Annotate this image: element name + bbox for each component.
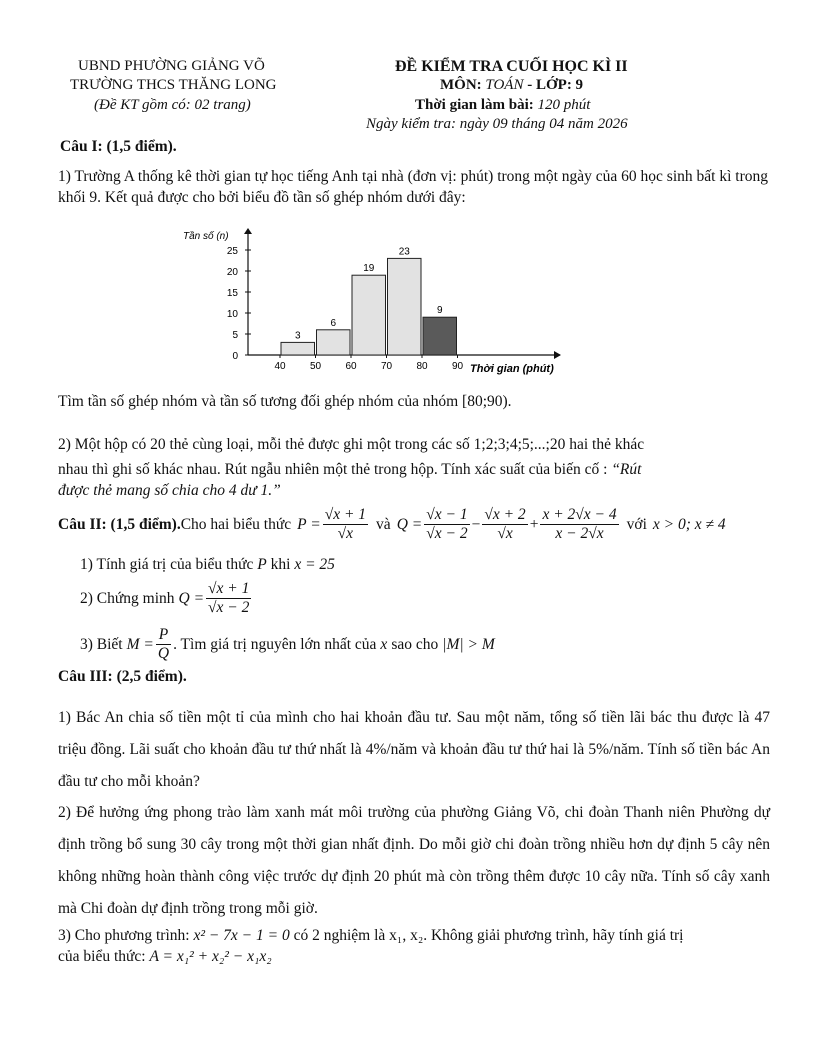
y-tick-label: 25 [226, 246, 238, 257]
q3-part1: 1) Bác An chia số tiền một tỉ của mình cho hai khoản đầu tư. Sau một năm, tổng số tiền lãi bác thu được là 47 triệu đồng. Lãi suất cho khoản đầu tư thứ nhất là 4%/năm và khoản đầu tư thứ hai là 5%/năm. Tính số tiền bác An đầu tư cho mỗi khoản? [58, 709, 770, 790]
q2-item1-when: khi [266, 556, 295, 573]
q2-item3-text3: sao cho [391, 635, 439, 653]
bar-value-label: 9 [436, 305, 443, 317]
y-tick-label: 0 [232, 351, 238, 362]
y-tick-label: 5 [232, 330, 238, 341]
q3-part3-line1 [58, 927, 684, 945]
histogram-bar [281, 342, 315, 355]
exam-title: ĐỀ KIỂM TRA CUỐI HỌC KÌ II [395, 58, 628, 75]
q-term3-den: x − 2√x [555, 525, 604, 542]
q2-item3 [80, 626, 495, 663]
page-count-note: (Đề KT gồm có: 02 trang) [94, 97, 251, 113]
q2-item1-p: P [257, 556, 267, 573]
y-tick-label: 10 [226, 309, 238, 320]
q-term2-den: √x [497, 525, 513, 542]
q2-item3-den: Q [157, 645, 170, 662]
school-name: TRƯỜNG THCS THĂNG LONG [70, 77, 277, 93]
q2-item1 [80, 556, 335, 574]
y-tick-label: 15 [226, 288, 238, 299]
time-value: 120 phút [537, 97, 591, 113]
x-tick-label: 80 [416, 361, 428, 372]
frequency-histogram [178, 228, 578, 378]
q-minus: − [471, 515, 481, 533]
time-label: Thời gian làm bài: [415, 97, 538, 113]
q1-event-end: được thẻ mang số chia cho 4 dư 1.” [58, 482, 281, 499]
q-term2 [482, 506, 527, 543]
p-fraction [323, 506, 368, 543]
q1-heading: Câu I: (1,5 điểm). [60, 138, 177, 155]
x-tick-label: 40 [274, 361, 286, 372]
q2-item2 [80, 580, 253, 617]
q2-item3-text2: . Tìm giá trị nguyên lớn nhất của [173, 635, 377, 653]
q3-part2: 2) Để hưởng ứng phong trào làm xanh mát môi trường của phường Giảng Võ, chi đoàn Thanh niên Phường dự định trồng bổ sung 30 cây trong một thời gian nhất định. Do mỗi giờ chi đoàn trồng nhiều hơn dự định 5 cây nên không những hoàn thành công việc trước dự định 20 phút mà còn trồng thêm được 10 cây nữa. Tính số cây xanh mà Chi đoàn dự định trồng trong mỗi giờ. [58, 804, 770, 917]
condition: x > 0; x ≠ 4 [652, 515, 726, 533]
x-tick-label: 60 [345, 361, 357, 372]
grade-value: - LỚP: 9 [523, 77, 584, 93]
histogram-bar [423, 317, 457, 355]
q3-part3-text: 3) Cho phương trình: [58, 927, 194, 944]
q3-expression: A = x₁² + x₂² − x₁x₂ [149, 948, 272, 965]
x-tick-label: 50 [309, 361, 322, 372]
subject-value: TOÁN [485, 77, 524, 93]
x-tick-label: 90 [451, 361, 464, 372]
q1-part2-line2 [58, 461, 641, 479]
q2-item2-fraction [206, 580, 251, 617]
q-plus: + [529, 515, 539, 533]
q3-heading: Câu III: (2,5 điểm). [58, 668, 187, 685]
q1-part2-line2-text: nhau thì ghi số khác nhau. Rút ngẫu nhiên một thẻ trong hộp. Tính xác suất của biến cố : [58, 461, 612, 478]
histogram-bar [388, 258, 422, 355]
q-term3-num: x + 2√x − 4 [542, 506, 617, 523]
q2-intro-line [58, 506, 726, 543]
q2-item1-text: 1) Tính giá trị của biểu thức [80, 556, 258, 573]
y-axis-label: Tần số (n) [183, 231, 229, 242]
q3-part3-text3: của biểu thức: [58, 948, 150, 965]
x-axis-label: Thời gian (phút) [470, 363, 554, 375]
bar-value-label: 6 [330, 317, 337, 329]
histogram-bar [352, 275, 386, 355]
q1-event-start: “Rút [611, 461, 642, 478]
q2-item2-text: 2) Chứng minh [80, 589, 175, 607]
q2-heading: Câu II: (1,5 điểm). [58, 515, 181, 533]
histogram-bar [317, 330, 351, 355]
q3-part3-text2: có 2 nghiệm là x₁, x₂. Không giải phương trình, hãy tính giá trị [289, 927, 684, 944]
q2-item3-num: P [156, 626, 171, 645]
q2-item1-x: x = 25 [294, 556, 335, 573]
q-lhs: Q = [396, 515, 423, 533]
p-denominator: √x [337, 525, 354, 542]
q2-intro: Cho hai biểu thức [180, 515, 292, 533]
p-lhs: P = [297, 515, 321, 533]
subject-line [440, 77, 583, 94]
q2-item2-lhs: Q = [178, 589, 205, 607]
y-tick-label: 20 [226, 267, 238, 278]
q-term1 [424, 506, 469, 543]
time-line [415, 97, 590, 114]
q2-item3-text: 3) Biết [80, 635, 123, 653]
q1-part1-text: 1) Trường A thống kê thời gian tự học tiếng Anh tại nhà (đơn vị: phút) trong một ngày của 60 học sinh bất kì trong khối 9. Kết quả được cho bởi biểu đồ tần số ghép nhóm dưới đây: [58, 168, 768, 206]
condition-word: với [626, 515, 647, 533]
and-word: và [376, 515, 391, 533]
q2-item2-num: √x + 1 [208, 580, 250, 597]
bar-value-label: 3 [294, 330, 301, 342]
district-name: UBND PHƯỜNG GIẢNG VÕ [78, 58, 265, 74]
bar-value-label: 19 [363, 263, 375, 275]
q-term2-num: √x + 2 [484, 506, 526, 523]
q3-equation: x² − 7x − 1 = 0 [193, 927, 290, 944]
exam-date: Ngày kiểm tra: ngày 09 tháng 04 năm 2026 [366, 116, 628, 132]
subject-label: MÔN: [440, 77, 486, 93]
q2-item3-x: x [380, 635, 388, 653]
bar-value-label: 23 [398, 246, 410, 258]
q2-item2-den: √x − 2 [208, 599, 250, 616]
q-term3 [540, 506, 618, 543]
q2-item3-condition: |M| > M [442, 635, 495, 653]
q-term1-den: √x − 2 [426, 525, 468, 542]
x-tick-label: 70 [380, 361, 393, 372]
q-term1-num: √x − 1 [426, 506, 468, 523]
q1-ask: Tìm tần số ghép nhóm và tần số tương đối ghép nhóm của nhóm [80;90). [58, 393, 512, 410]
q1-part2-line1: 2) Một hộp có 20 thẻ cùng loại, mỗi thẻ được ghi một trong các số 1;2;3;4;5;...;20 hai thẻ khác [58, 436, 645, 453]
q2-item3-fraction [156, 626, 171, 663]
q2-item3-lhs: M = [126, 635, 154, 653]
p-numerator: √x + 1 [324, 506, 367, 523]
q3-part3-line2 [58, 948, 272, 966]
